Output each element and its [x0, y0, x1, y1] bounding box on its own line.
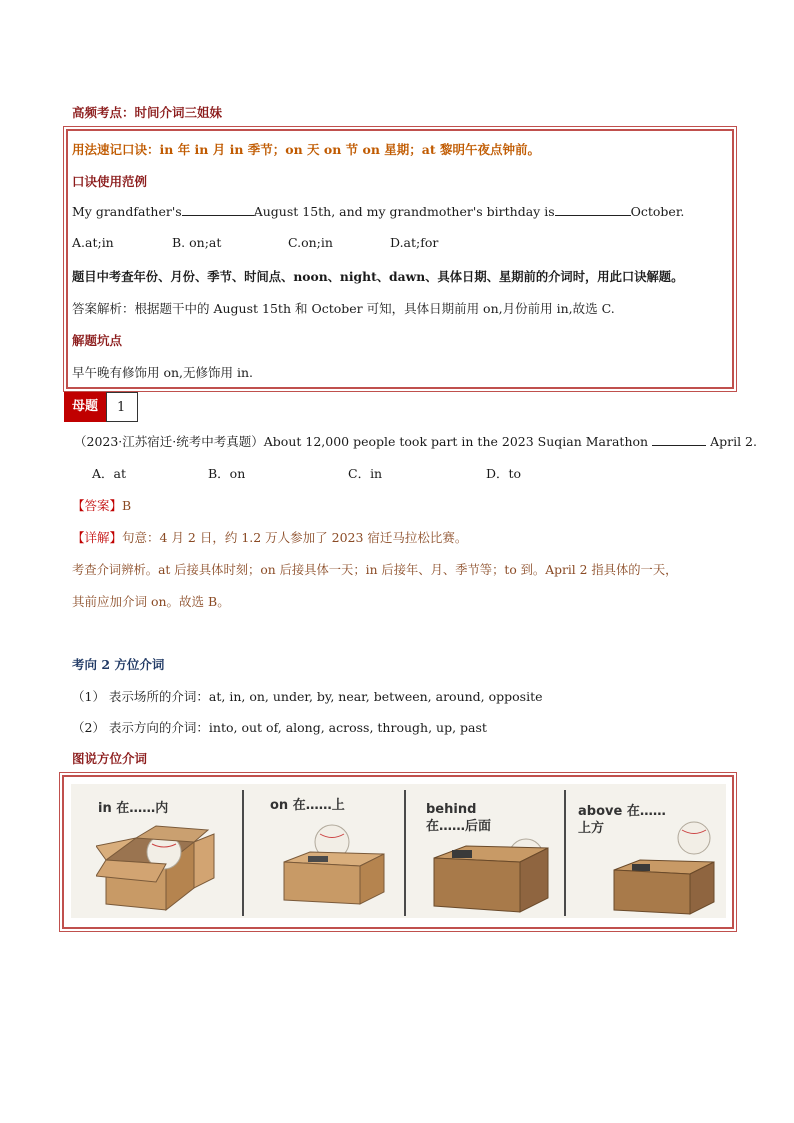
answer-blank [652, 433, 706, 446]
example-question: My grandfather's August 15th, and my grandmother's birthday is October. [72, 204, 685, 219]
analysis-text: 答案解析：根据题干中的 August 15th 和 October 可知，具体日期前用 on,月份前用 in,故选 C. [72, 301, 615, 316]
box-ball-on-icon [280, 822, 390, 916]
mq-option-b: B．on [208, 466, 246, 481]
detail-line: 【详解】句意：4 月 2 日，约 1.2 万人参加了 2023 宿迁马拉松比赛。 [72, 530, 468, 545]
mother-question-number: 1 [106, 392, 138, 422]
option-c: C.on;in [288, 235, 333, 250]
mnemonic-formula: 用法速记口诀：in 年 in 月 in 季节；on 天 on 节 on 星期；at 黎明午夜点钟前。 [72, 142, 541, 157]
option-a: A.at;in [72, 235, 114, 250]
panel-divider [242, 790, 244, 916]
panel-divider [404, 790, 406, 916]
option-d: D.at;for [390, 235, 439, 250]
panel-divider [564, 790, 566, 916]
mq-option-a: A．at [92, 466, 127, 481]
panel-on-label: on 在……上 [270, 798, 345, 813]
panel-above-label: above 在…… 上方 [578, 804, 666, 836]
box-open-icon [96, 820, 226, 916]
mother-question-tag: 母题 [64, 392, 106, 422]
pitfall-heading: 解题坑点 [72, 333, 123, 348]
detail-explanation-1: 考查介词辨析。at 后接具体时刻；on 后接具体一天；in 后接年、月、季节等；to 到。April 2 指具体的一天， [72, 563, 678, 577]
panel-in-label: in 在……内 [98, 801, 169, 816]
place-prepositions: （1） 表示场所的介词：at, in, on, under, by, near, between, around, opposite [72, 689, 543, 704]
option-b: B. on;at [172, 235, 222, 250]
panel-behind-label: behind 在……后面 [426, 802, 492, 834]
answer-line: 【答案】B [72, 498, 132, 513]
answer-blank [182, 203, 254, 216]
detail-explanation-2: 其前应加介词 on。故选 B。 [72, 594, 230, 609]
box-ball-behind-icon [430, 836, 556, 918]
figure-title: 图说方位介词 [72, 751, 148, 766]
section2-title: 考向 2 方位介词 [72, 657, 165, 672]
mq-option-c: C．in [348, 466, 383, 481]
direction-prepositions: （2） 表示方向的介词：into, out of, along, across, through, up, past [72, 720, 487, 735]
answer-blank [555, 203, 631, 216]
mnemonic-box [66, 129, 734, 389]
section-title: 高频考点：时间介词三姐妹 [72, 105, 223, 120]
mother-question-stem: （2023·江苏宿迁·统考中考真题）About 12,000 people took part in the 2023 Suqian Marathon April 2. [74, 434, 757, 449]
example-heading: 口诀使用范例 [72, 174, 148, 189]
box-ball-above-icon [610, 820, 720, 918]
pitfall-text: 早午晚有修饰用 on,无修饰用 in. [72, 365, 254, 380]
rule-text: 题目中考查年份、月份、季节、时间点、noon、night、dawn、具体日期、星期前的介词时，用此口诀解题。 [72, 269, 684, 284]
mq-option-d: D．to [486, 466, 522, 481]
